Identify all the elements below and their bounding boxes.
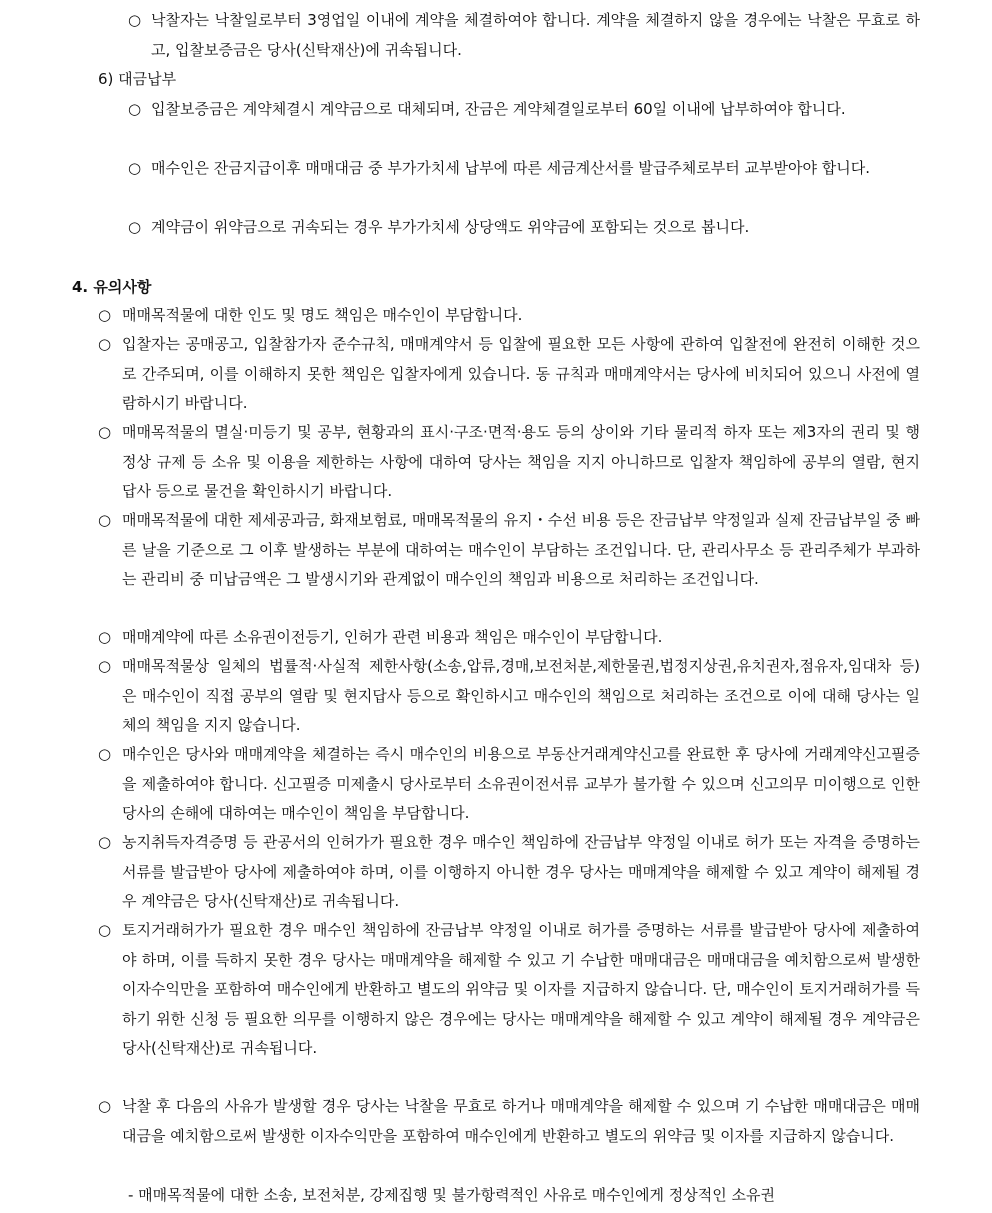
list-item: 매매목적물에 대한 제세공과금, 화재보험료, 매매목적물의 유지・수선 비용 등은 잔금납부 약정일과 실제 잔금납부일 중 빠른 날을 기준으로 그 이후 발생하는 부분에 대하여는 매수인이 부담하는 조건입니다. 단, 관리사무소 등 관리주체가 부과하는 관리비 중 미납금액은 그 발생시기와 관계없이 매수인의 책임과 비용으로 처리하는 조건입니다.: [122, 511, 920, 588]
list-item: 토지거래허가가 필요한 경우 매수인 책임하에 잔금납부 약정일 이내로 허가를 증명하는 서류를 발급받아 당사에 제출하여야 하며, 이를 득하지 못한 경우 당사는 매매계약을 해제할 수 있고 기 수납한 매매대금은 매매대금을 예치함으로써 발생한 이자수익만을 포함하여 매수인에게 반환하고 별도의 위약금 및 이자를 지급하지 않습니다. 단, 매수인이 토지거래허가를 득하기 위한 신청 등 필요한 의무를 이행하지 않은 경우에는 당사는 매매계약을 해제할 수 있고 계약이 해제될 경우 계약금은 당사(신탁재산)로 귀속됩니다.: [122, 921, 920, 1057]
list-item: 매매계약에 따른 소유권이전등기, 인허가 관련 비용과 책임은 매수인이 부담합니다.: [122, 628, 663, 646]
list-item: 매매목적물에 대한 인도 및 명도 책임은 매수인이 부담합니다.: [122, 306, 523, 324]
bullet-marker: ○: [98, 921, 112, 939]
bullet-marker: ○: [128, 100, 142, 118]
bullet-marker: ○: [98, 306, 112, 324]
section-heading: 4. 유의사항: [72, 278, 152, 296]
list-item: 낙찰자는 낙찰일로부터 3영업일 이내에 계약을 체결하여야 합니다. 계약을 체결하지 않을 경우에는 낙찰은 무효로 하고, 입찰보증금은 당사(신탁재산)에 귀속됩니다.: [151, 11, 920, 59]
subsection-title: 6) 대금납부: [98, 70, 177, 88]
list-item: 농지취득자격증명 등 관공서의 인허가가 필요한 경우 매수인 책임하에 잔금납부 약정일 이내로 허가 또는 자격을 증명하는 서류를 발급받아 당사에 제출하여야 하며, 이를 이행하지 아니한 경우 당사는 매매계약을 해제할 수 있고 계약이 해제될 경우 계약금은 당사(신탁재산)로 귀속됩니다.: [122, 833, 920, 910]
list-item: 낙찰 후 다음의 사유가 발생할 경우 당사는 낙찰을 무효로 하거나 매매계약을 해제할 수 있으며 기 수납한 매매대금은 매매대금을 예치함으로써 발생한 이자수익만을 포함하여 매수인에게 반환하고 별도의 위약금 및 이자를 지급하지 않습니다.: [122, 1097, 920, 1145]
bullet-marker: ○: [98, 628, 112, 646]
list-item: 입찰보증금은 계약체결시 계약금으로 대체되며, 잔금은 계약체결일로부터 60일 이내에 납부하여야 합니다.: [151, 100, 846, 118]
list-item: 매수인은 잔금지급이후 매매대금 중 부가가치세 납부에 따른 세금계산서를 발급주체로부터 교부받아야 합니다.: [151, 159, 870, 177]
list-item: 계약금이 위약금으로 귀속되는 경우 부가가치세 상당액도 위약금에 포함되는 것으로 봅니다.: [151, 218, 750, 236]
bullet-marker: ○: [98, 745, 112, 763]
bullet-marker: ○: [128, 11, 142, 29]
bullet-marker: ○: [98, 833, 112, 851]
dash-list-item: - 매매목적물에 대한 소송, 보전처분, 강제집행 및 불가항력적인 사유로 매수인에게 정상적인 소유권: [128, 1186, 776, 1204]
list-item: 매수인은 당사와 매매계약을 체결하는 즉시 매수인의 비용으로 부동산거래계약신고를 완료한 후 당사에 거래계약신고필증을 제출하여야 합니다. 신고필증 미제출시 당사로부터 소유권이전서류 교부가 불가할 수 있으며 신고의무 미이행으로 인한 당사의 손해에 대하여는 매수인이 책임을 부담합니다.: [122, 745, 920, 822]
bullet-marker: ○: [128, 159, 142, 177]
bullet-marker: ○: [98, 657, 112, 675]
list-item: 입찰자는 공매공고, 입찰참가자 준수규칙, 매매계약서 등 입찰에 필요한 모든 사항에 관하여 입찰전에 완전히 이해한 것으로 간주되며, 이를 이해하지 못한 책임은 입찰자에게 있습니다. 동 규칙과 매매계약서는 당사에 비치되어 있으니 사전에 열람하시기 바랍니다.: [122, 335, 920, 412]
bullet-marker: ○: [128, 218, 142, 236]
bullet-marker: ○: [98, 1097, 112, 1115]
list-item: 매매목적물상 일체의 법률적·사실적 제한사항(소송,압류,경매,보전처분,제한물권,법정지상권,유치권자,점유자,임대차 등)은 매수인이 직접 공부의 열람 및 현지답사 등으로 확인하시고 매수인의 책임으로 처리하는 조건으로 이에 대해 당사는 일체의 책임을 지지 않습니다.: [122, 657, 920, 734]
bullet-marker: ○: [98, 423, 112, 441]
bullet-marker: ○: [98, 511, 112, 529]
list-item: 매매목적물의 멸실·미등기 및 공부, 현황과의 표시·구조·면적·용도 등의 상이와 기타 물리적 하자 또는 제3자의 권리 및 행정상 규제 등 소유 및 이용을 제한하는 사항에 대하여 당사는 책임을 지지 아니하므로 입찰자 책임하에 공부의 열람, 현지 답사 등으로 물건을 확인하시기 바랍니다.: [122, 423, 920, 500]
bullet-marker: ○: [98, 335, 112, 353]
